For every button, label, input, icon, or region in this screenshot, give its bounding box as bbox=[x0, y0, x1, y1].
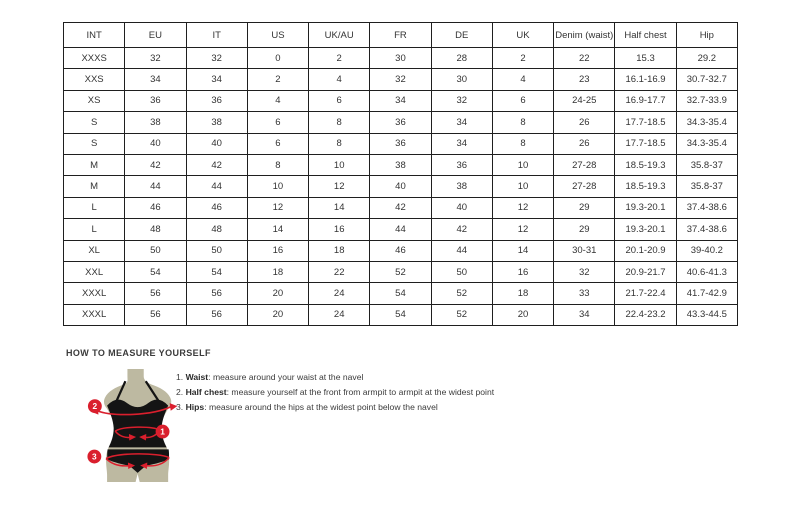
size-cell: 52 bbox=[370, 261, 431, 282]
size-cell: S bbox=[64, 133, 125, 154]
badge-3 bbox=[87, 450, 101, 464]
size-cell: 10 bbox=[492, 176, 553, 197]
size-cell: 52 bbox=[431, 283, 492, 304]
size-cell: 34 bbox=[554, 304, 615, 325]
size-cell: 40 bbox=[186, 133, 247, 154]
size-cell: 32 bbox=[186, 48, 247, 69]
size-cell: 56 bbox=[125, 304, 186, 325]
table-row bbox=[64, 261, 738, 282]
column-header: Hip bbox=[676, 23, 737, 48]
table-row bbox=[64, 176, 738, 197]
size-cell: 17.7-18.5 bbox=[615, 133, 676, 154]
size-cell: 34 bbox=[431, 112, 492, 133]
size-cell: 36 bbox=[370, 112, 431, 133]
size-cell: 40 bbox=[431, 197, 492, 218]
size-cell: 34 bbox=[125, 69, 186, 90]
size-cell: 32 bbox=[554, 261, 615, 282]
size-cell: 12 bbox=[492, 219, 553, 240]
table-row bbox=[64, 48, 738, 69]
size-cell: S bbox=[64, 112, 125, 133]
size-cell: 34 bbox=[186, 69, 247, 90]
size-cell: 54 bbox=[125, 261, 186, 282]
size-cell: XXL bbox=[64, 261, 125, 282]
size-cell: 42 bbox=[370, 197, 431, 218]
size-cell: 32 bbox=[125, 48, 186, 69]
size-cell: 38 bbox=[186, 112, 247, 133]
size-cell: 29 bbox=[554, 197, 615, 218]
size-cell: 14 bbox=[309, 197, 370, 218]
size-cell: 34 bbox=[370, 90, 431, 111]
size-cell: 22.4-23.2 bbox=[615, 304, 676, 325]
size-cell: 27-28 bbox=[554, 176, 615, 197]
size-cell: 52 bbox=[431, 304, 492, 325]
size-cell: 20 bbox=[247, 304, 308, 325]
size-cell: 27-28 bbox=[554, 154, 615, 175]
size-cell: 42 bbox=[186, 154, 247, 175]
size-cell: 43.3-44.5 bbox=[676, 304, 737, 325]
table-row bbox=[64, 304, 738, 325]
size-cell: 10 bbox=[247, 176, 308, 197]
size-cell: 4 bbox=[247, 90, 308, 111]
size-cell: 18 bbox=[247, 261, 308, 282]
svg-text:1: 1 bbox=[160, 426, 165, 437]
size-cell: 19.3-20.1 bbox=[615, 197, 676, 218]
size-cell: 42 bbox=[431, 219, 492, 240]
column-header: US bbox=[247, 23, 308, 48]
size-cell: 16.9-17.7 bbox=[615, 90, 676, 111]
size-chart-header-row bbox=[64, 23, 738, 48]
size-cell: 32 bbox=[431, 90, 492, 111]
size-cell: 8 bbox=[309, 112, 370, 133]
size-cell: 18 bbox=[309, 240, 370, 261]
size-cell: 29.2 bbox=[676, 48, 737, 69]
size-cell: 34.3-35.4 bbox=[676, 133, 737, 154]
size-cell: 23 bbox=[554, 69, 615, 90]
step-number: 3. bbox=[176, 401, 186, 412]
size-cell: 40 bbox=[125, 133, 186, 154]
table-row bbox=[64, 283, 738, 304]
size-cell: 30 bbox=[370, 48, 431, 69]
size-cell: 17.7-18.5 bbox=[615, 112, 676, 133]
size-cell: 44 bbox=[186, 176, 247, 197]
size-cell: L bbox=[64, 219, 125, 240]
size-cell: 20 bbox=[492, 304, 553, 325]
size-cell: 44 bbox=[125, 176, 186, 197]
step-label: Hips bbox=[185, 401, 205, 412]
size-cell: 24-25 bbox=[554, 90, 615, 111]
size-cell: 22 bbox=[309, 261, 370, 282]
measure-steps bbox=[176, 370, 494, 414]
size-cell: 44 bbox=[370, 219, 431, 240]
size-cell: 10 bbox=[309, 154, 370, 175]
size-cell: 40 bbox=[370, 176, 431, 197]
size-cell: 18.5-19.3 bbox=[615, 154, 676, 175]
size-cell: 16 bbox=[309, 219, 370, 240]
step-number: 2. bbox=[176, 386, 186, 397]
size-table-body bbox=[64, 48, 738, 326]
size-cell: 22 bbox=[554, 48, 615, 69]
size-chart-table bbox=[63, 22, 738, 326]
size-cell: 16 bbox=[247, 240, 308, 261]
svg-text:2: 2 bbox=[92, 401, 98, 412]
column-header: Half chest bbox=[615, 23, 676, 48]
size-cell: 6 bbox=[309, 90, 370, 111]
size-cell: 50 bbox=[186, 240, 247, 261]
size-cell: 24 bbox=[309, 283, 370, 304]
size-cell: 35.8-37 bbox=[676, 176, 737, 197]
size-cell: 2 bbox=[492, 48, 553, 69]
size-cell: 16.1-16.9 bbox=[615, 69, 676, 90]
table-row bbox=[64, 197, 738, 218]
table-row bbox=[64, 219, 738, 240]
size-cell: 19.3-20.1 bbox=[615, 219, 676, 240]
size-cell: 36 bbox=[186, 90, 247, 111]
size-cell: M bbox=[64, 176, 125, 197]
size-cell: 2 bbox=[309, 48, 370, 69]
measure-step bbox=[176, 370, 494, 385]
size-cell: 56 bbox=[125, 283, 186, 304]
svg-text:3: 3 bbox=[92, 451, 97, 462]
measure-step bbox=[176, 385, 494, 400]
size-cell: 34 bbox=[431, 133, 492, 154]
size-cell: 46 bbox=[125, 197, 186, 218]
size-cell: 2 bbox=[247, 69, 308, 90]
size-cell: 20.9-21.7 bbox=[615, 261, 676, 282]
step-number: 1. bbox=[176, 372, 186, 382]
size-cell: 50 bbox=[125, 240, 186, 261]
size-cell: 8 bbox=[247, 154, 308, 175]
size-cell: XS bbox=[64, 90, 125, 111]
size-cell: 4 bbox=[492, 69, 553, 90]
size-cell: 32 bbox=[370, 69, 431, 90]
size-cell: 21.7-22.4 bbox=[615, 283, 676, 304]
measure-section-title: HOW TO MEASURE YOURSELF bbox=[66, 348, 211, 358]
size-cell: 12 bbox=[309, 176, 370, 197]
size-cell: 26 bbox=[554, 112, 615, 133]
size-cell: 35.8-37 bbox=[676, 154, 737, 175]
size-cell: 36 bbox=[370, 133, 431, 154]
size-cell: 37.4-38.6 bbox=[676, 219, 737, 240]
table-row bbox=[64, 133, 738, 154]
table-row bbox=[64, 240, 738, 261]
size-cell: 54 bbox=[186, 261, 247, 282]
step-label: Waist bbox=[185, 372, 209, 382]
size-cell: 48 bbox=[186, 219, 247, 240]
size-cell: 6 bbox=[492, 90, 553, 111]
table-row bbox=[64, 154, 738, 175]
size-cell: 18.5-19.3 bbox=[615, 176, 676, 197]
size-cell: 33 bbox=[554, 283, 615, 304]
size-cell: 44 bbox=[431, 240, 492, 261]
size-cell: 37.4-38.6 bbox=[676, 197, 737, 218]
size-cell: 20.1-20.9 bbox=[615, 240, 676, 261]
size-cell: 34.3-35.4 bbox=[676, 112, 737, 133]
size-cell: 16 bbox=[492, 261, 553, 282]
size-cell: 39-40.2 bbox=[676, 240, 737, 261]
measurement-figure bbox=[82, 369, 180, 483]
size-cell: XL bbox=[64, 240, 125, 261]
column-header: IT bbox=[186, 23, 247, 48]
size-cell: 29 bbox=[554, 219, 615, 240]
table-row bbox=[64, 69, 738, 90]
step-text: : measure around the hips at the widest point below the navel bbox=[204, 401, 438, 412]
size-cell: 8 bbox=[492, 133, 553, 154]
size-cell: 8 bbox=[309, 133, 370, 154]
size-cell: XXS bbox=[64, 69, 125, 90]
step-text: : measure yourself at the front from armpit to armpit at the widest point bbox=[226, 386, 495, 397]
size-cell: 24 bbox=[309, 304, 370, 325]
size-cell: 26 bbox=[554, 133, 615, 154]
size-cell: 6 bbox=[247, 112, 308, 133]
size-cell: 15.3 bbox=[615, 48, 676, 69]
size-cell: 8 bbox=[492, 112, 553, 133]
size-cell: 46 bbox=[370, 240, 431, 261]
size-cell: 30 bbox=[431, 69, 492, 90]
size-cell: 4 bbox=[309, 69, 370, 90]
size-cell: XXXL bbox=[64, 304, 125, 325]
badge-2 bbox=[88, 399, 102, 413]
size-cell: 6 bbox=[247, 133, 308, 154]
size-cell: XXXL bbox=[64, 283, 125, 304]
step-label: Half chest bbox=[185, 386, 227, 397]
size-cell: 36 bbox=[431, 154, 492, 175]
size-cell: 36 bbox=[125, 90, 186, 111]
size-cell: 30.7-32.7 bbox=[676, 69, 737, 90]
size-cell: 41.7-42.9 bbox=[676, 283, 737, 304]
size-cell: 54 bbox=[370, 304, 431, 325]
size-cell: 12 bbox=[492, 197, 553, 218]
size-cell: 30-31 bbox=[554, 240, 615, 261]
size-cell: 38 bbox=[370, 154, 431, 175]
size-cell: 14 bbox=[492, 240, 553, 261]
size-cell: 18 bbox=[492, 283, 553, 304]
size-cell: 40.6-41.3 bbox=[676, 261, 737, 282]
measure-step bbox=[176, 400, 494, 415]
size-cell: L bbox=[64, 197, 125, 218]
size-cell: 48 bbox=[125, 219, 186, 240]
size-cell: 50 bbox=[431, 261, 492, 282]
table-row bbox=[64, 112, 738, 133]
column-header: DE bbox=[431, 23, 492, 48]
column-header: INT bbox=[64, 23, 125, 48]
badge-1 bbox=[156, 425, 170, 439]
column-header: UK bbox=[492, 23, 553, 48]
column-header: EU bbox=[125, 23, 186, 48]
size-cell: 38 bbox=[125, 112, 186, 133]
step-text: : measure around your waist at the navel bbox=[208, 372, 364, 382]
size-cell: XXXS bbox=[64, 48, 125, 69]
size-cell: 10 bbox=[492, 154, 553, 175]
size-cell: 46 bbox=[186, 197, 247, 218]
size-cell: 28 bbox=[431, 48, 492, 69]
column-header: FR bbox=[370, 23, 431, 48]
table-row bbox=[64, 90, 738, 111]
column-header: Denim (waist) bbox=[554, 23, 615, 48]
size-cell: 14 bbox=[247, 219, 308, 240]
size-cell: 12 bbox=[247, 197, 308, 218]
size-cell: 0 bbox=[247, 48, 308, 69]
size-cell: 56 bbox=[186, 283, 247, 304]
size-cell: 54 bbox=[370, 283, 431, 304]
size-cell: 20 bbox=[247, 283, 308, 304]
size-cell: 32.7-33.9 bbox=[676, 90, 737, 111]
size-cell: 38 bbox=[431, 176, 492, 197]
size-cell: 56 bbox=[186, 304, 247, 325]
column-header: UK/AU bbox=[309, 23, 370, 48]
mannequin-illustration bbox=[82, 369, 180, 483]
size-cell: M bbox=[64, 154, 125, 175]
size-cell: 42 bbox=[125, 154, 186, 175]
